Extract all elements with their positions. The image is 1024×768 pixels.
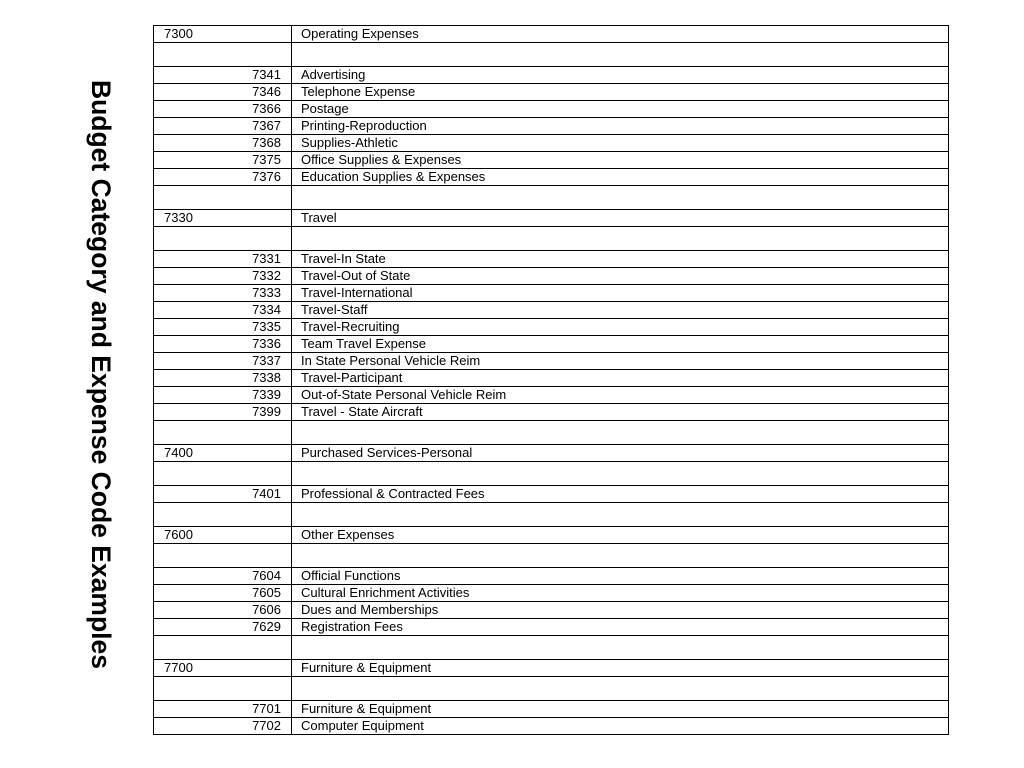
expense-description-cell: Cultural Enrichment Activities [292,585,949,602]
expense-description-cell [292,544,949,568]
expense-code-cell: 7606 [154,602,292,619]
expense-description-cell: Travel-In State [292,251,949,268]
expense-description-cell: Travel-Out of State [292,268,949,285]
page-title: Budget Category and Expense Code Examples [86,79,117,670]
category-description-cell: Other Expenses [292,527,949,544]
expense-code-cell [154,636,292,660]
expense-description-cell: Supplies-Athletic [292,135,949,152]
expense-description-cell: Travel-Participant [292,370,949,387]
category-description-cell: Purchased Services-Personal [292,445,949,462]
expense-code-cell: 7339 [154,387,292,404]
expense-code-cell: 7331 [154,251,292,268]
category-code-cell: 7700 [154,660,292,677]
expense-description-cell: Dues and Memberships [292,602,949,619]
expense-code-cell [154,462,292,486]
expense-code-cell: 7334 [154,302,292,319]
expense-code-cell: 7337 [154,353,292,370]
table-row [154,353,949,370]
expense-description-cell: Computer Equipment [292,718,949,735]
expense-description-cell: Travel - State Aircraft [292,404,949,421]
category-code-cell: 7330 [154,210,292,227]
expense-description-cell: Furniture & Equipment [292,701,949,718]
expense-description-cell [292,227,949,251]
expense-description-cell: Team Travel Expense [292,336,949,353]
table-row [154,619,949,636]
blank-row [154,186,949,210]
table-row [154,319,949,336]
expense-description-cell: Travel-International [292,285,949,302]
table-row [154,285,949,302]
category-code-cell: 7600 [154,527,292,544]
expense-description-cell: Travel-Staff [292,302,949,319]
expense-code-table [153,25,949,735]
expense-code-cell [154,503,292,527]
table-row [154,67,949,84]
expense-code-cell: 7702 [154,718,292,735]
table-row [154,718,949,735]
expense-code-cell [154,544,292,568]
table-row [154,486,949,503]
expense-code-cell: 7332 [154,268,292,285]
category-description-cell: Travel [292,210,949,227]
table-row [154,568,949,585]
table-row [154,370,949,387]
expense-code-cell: 7605 [154,585,292,602]
table-row [154,387,949,404]
expense-code-cell [154,421,292,445]
expense-code-cell: 7336 [154,336,292,353]
page-title-container [81,57,121,692]
table-row [154,701,949,718]
table-row [154,602,949,619]
expense-code-cell: 7338 [154,370,292,387]
expense-description-cell [292,43,949,67]
expense-code-cell: 7629 [154,619,292,636]
expense-code-cell: 7399 [154,404,292,421]
category-row [154,445,949,462]
table-row [154,101,949,118]
expense-code-cell: 7346 [154,84,292,101]
expense-description-cell [292,421,949,445]
blank-row [154,462,949,486]
blank-row [154,503,949,527]
expense-description-cell [292,503,949,527]
expense-description-cell [292,462,949,486]
table-row [154,585,949,602]
expense-code-cell: 7341 [154,67,292,84]
expense-code-cell [154,186,292,210]
table-row [154,152,949,169]
expense-code-cell: 7366 [154,101,292,118]
category-row [154,26,949,43]
expense-description-cell: Education Supplies & Expenses [292,169,949,186]
expense-description-cell [292,677,949,701]
expense-code-cell: 7604 [154,568,292,585]
expense-code-cell: 7368 [154,135,292,152]
expense-description-cell: Travel-Recruiting [292,319,949,336]
category-row [154,210,949,227]
table-row [154,169,949,186]
expense-code-cell [154,677,292,701]
expense-description-cell: Office Supplies & Expenses [292,152,949,169]
category-code-cell: 7300 [154,26,292,43]
expense-description-cell: Out-of-State Personal Vehicle Reim [292,387,949,404]
table-row [154,251,949,268]
expense-description-cell: Professional & Contracted Fees [292,486,949,503]
expense-code-cell: 7375 [154,152,292,169]
expense-code-cell: 7376 [154,169,292,186]
table-row [154,404,949,421]
category-row [154,527,949,544]
table-row [154,118,949,135]
expense-code-cell: 7367 [154,118,292,135]
expense-code-cell: 7401 [154,486,292,503]
blank-row [154,544,949,568]
expense-description-cell [292,636,949,660]
expense-description-cell: Postage [292,101,949,118]
table-row [154,84,949,101]
table-row [154,135,949,152]
expense-description-cell: In State Personal Vehicle Reim [292,353,949,370]
expense-description-cell: Official Functions [292,568,949,585]
expense-code-cell: 7701 [154,701,292,718]
blank-row [154,227,949,251]
category-row [154,660,949,677]
expense-code-cell: 7333 [154,285,292,302]
expense-description-cell [292,186,949,210]
expense-description-cell: Registration Fees [292,619,949,636]
expense-code-table-body [154,26,949,735]
blank-row [154,43,949,67]
table-row [154,336,949,353]
expense-description-cell: Telephone Expense [292,84,949,101]
blank-row [154,677,949,701]
table-row [154,268,949,285]
blank-row [154,636,949,660]
expense-code-cell [154,43,292,67]
category-description-cell: Operating Expenses [292,26,949,43]
category-code-cell: 7400 [154,445,292,462]
blank-row [154,421,949,445]
expense-code-cell [154,227,292,251]
expense-description-cell: Printing-Reproduction [292,118,949,135]
table-row [154,302,949,319]
category-description-cell: Furniture & Equipment [292,660,949,677]
expense-description-cell: Advertising [292,67,949,84]
expense-code-cell: 7335 [154,319,292,336]
